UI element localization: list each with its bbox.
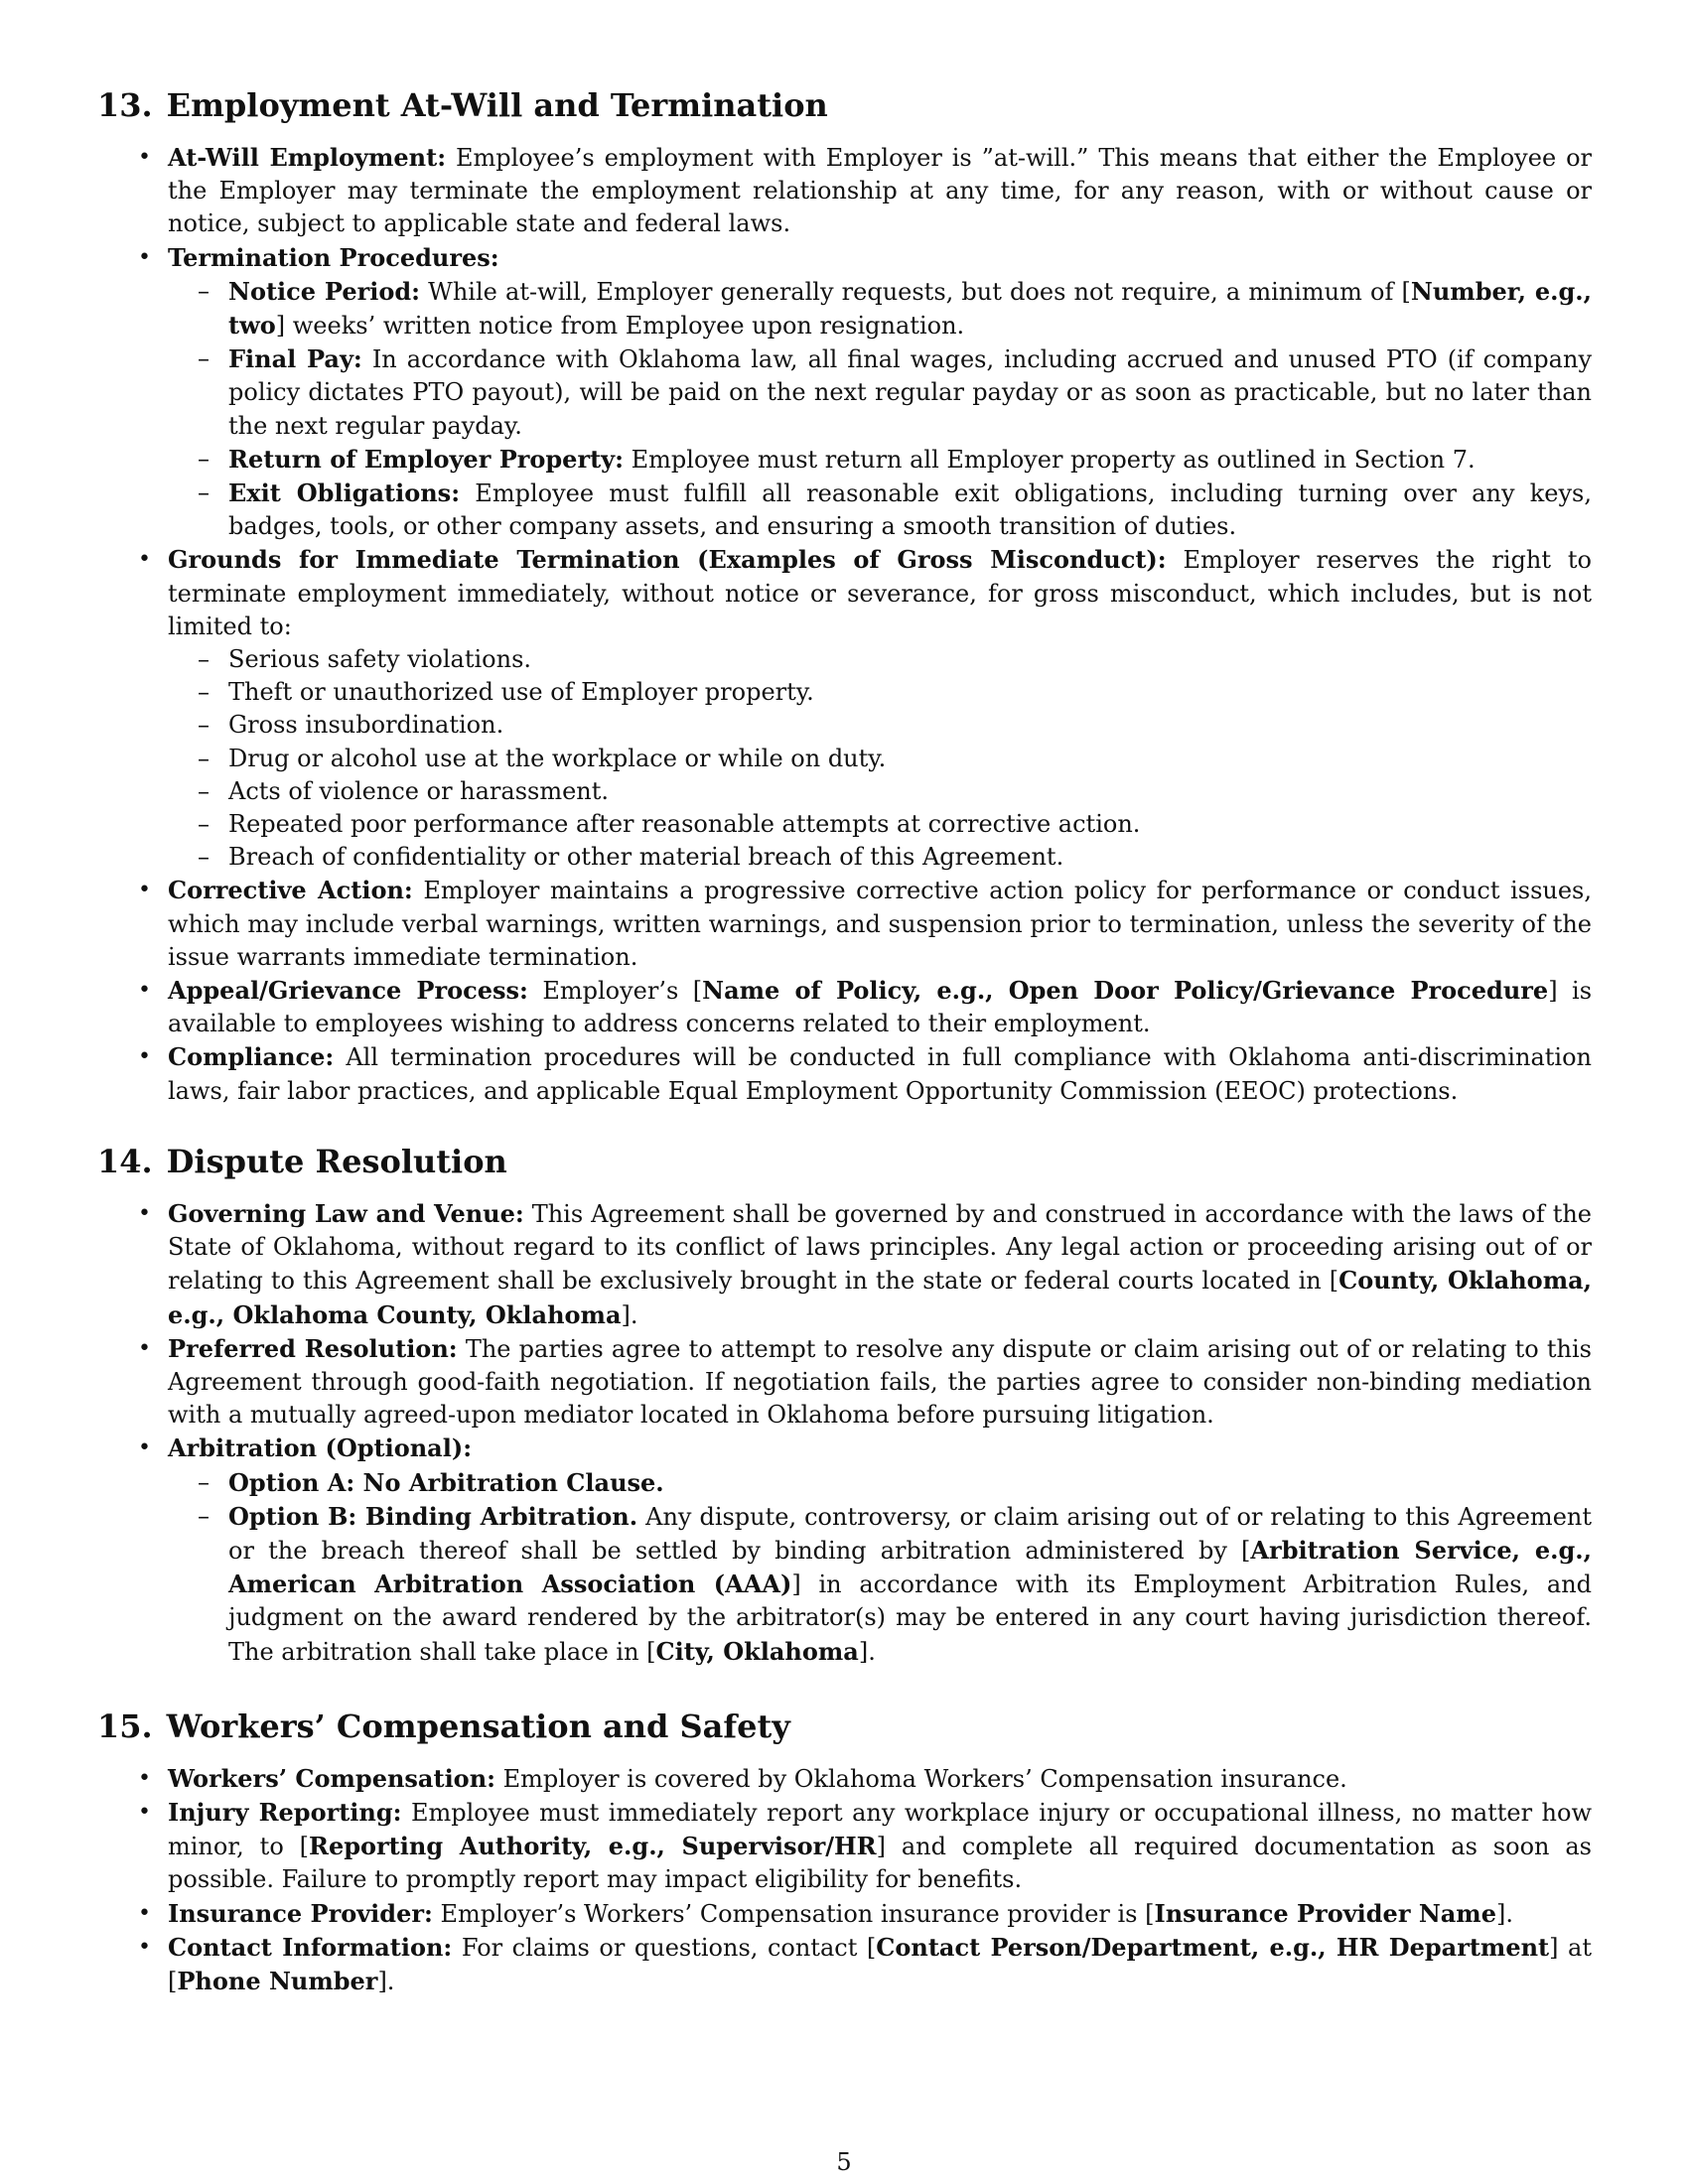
sub-item-text: ]. xyxy=(858,1637,876,1666)
sub-list-item xyxy=(168,1500,1592,1669)
dash-icon: – xyxy=(198,843,210,872)
item-text: Employer’s [ xyxy=(542,977,703,1006)
bullet-icon: • xyxy=(138,878,151,903)
bullet-icon: • xyxy=(138,145,151,170)
section-14-heading xyxy=(97,1142,1592,1181)
item-label: Contact Information: xyxy=(168,1932,453,1962)
item-label: Injury Reporting: xyxy=(168,1797,402,1827)
section-13-list xyxy=(97,141,1592,1108)
sub-list-item xyxy=(168,841,1592,874)
section-15-heading xyxy=(97,1706,1592,1746)
bullet-icon: • xyxy=(138,1934,151,1960)
section-title: Workers’ Compensation and Safety xyxy=(166,1706,790,1745)
sub-item-label: Final Pay: xyxy=(228,344,362,374)
item-text: Employee’s employment with Employer is ”at-will.” This means that either the Employee or the Employer may terminate the employment relationship at any time, for any reason, with or without cause or notice, subject to applicable state and federal laws. xyxy=(168,144,1592,238)
bullet-icon: • xyxy=(138,1044,151,1070)
item-text: ]. xyxy=(377,1967,395,1995)
sub-item-text: Any dispute, controversy, or claim arising out of or relating to this Agreement or the breach thereof shall be settled by binding arbitration administered by [ xyxy=(228,1502,1592,1565)
item-label: Corrective Action: xyxy=(168,876,413,905)
item-text: Employer maintains a progressive corrective action policy for performance or conduct issues, which may include verbal warnings, written warnings, and suspension prior to termination, unless the severity of the issue warrants immediate termination. xyxy=(168,877,1592,971)
sub-list-item xyxy=(168,775,1592,808)
item-label: Compliance: xyxy=(168,1042,335,1072)
item-text: The parties agree to attempt to resolve any dispute or claim arising out of or relating to this Agreement through good-faith negotiation. If negotiation fails, the parties agree to consider non-binding mediation with a mutually agreed-upon mediator located in Oklahoma before pursuing litigation. xyxy=(168,1334,1592,1430)
list-item xyxy=(97,141,1592,241)
sub-item-text: Employee must return all Employer property as outlined in Section 7. xyxy=(631,445,1476,474)
bullet-icon: • xyxy=(138,1435,151,1461)
dash-icon: – xyxy=(198,1467,210,1496)
section-14-list xyxy=(97,1197,1592,1669)
sub-list-item xyxy=(168,808,1592,841)
item-text: ] is available to employees wishing to address concerns related to their employment. xyxy=(168,977,1593,1038)
item-label: Preferred Resolution: xyxy=(168,1333,458,1363)
sub-item-label: Return of Employer Property: xyxy=(228,444,624,474)
list-item xyxy=(97,1762,1592,1796)
dash-icon: – xyxy=(198,678,210,707)
item-text: Employer reserves the right to terminate employment immediately, without notice or severance, for gross misconduct, which includes, but is not limited to: xyxy=(168,546,1592,640)
sub-list-item xyxy=(168,1466,1592,1500)
list-item xyxy=(97,874,1592,974)
sub-list-item xyxy=(168,676,1592,709)
item-label: At-Will Employment: xyxy=(168,143,447,172)
sub-item-text: Gross insubordination. xyxy=(228,711,504,740)
sub-item-text: Breach of confidentiality or other material breach of this Agreement. xyxy=(228,843,1064,872)
item-text: Employee must immediately report any workplace injury or occupational illness, no matter how minor, to [ xyxy=(168,1798,1592,1861)
section-number: 13. xyxy=(97,86,153,124)
placeholder-field: City, Oklahoma xyxy=(655,1636,859,1666)
item-label: Governing Law and Venue: xyxy=(168,1198,524,1228)
sub-list-item xyxy=(168,643,1592,676)
sub-list xyxy=(168,1466,1592,1669)
bullet-icon: • xyxy=(138,1900,151,1926)
sub-list-item xyxy=(168,743,1592,775)
placeholder-field: Number, e.g., two xyxy=(228,276,1592,341)
bullet-icon: • xyxy=(138,1200,151,1226)
bullet-icon: • xyxy=(138,547,151,573)
item-text: ]. xyxy=(621,1300,638,1329)
dash-icon: – xyxy=(198,444,210,473)
item-label: Workers’ Compensation: xyxy=(168,1763,495,1793)
list-item xyxy=(97,241,1592,544)
dash-icon: – xyxy=(198,478,210,507)
section-15-list xyxy=(97,1762,1592,1998)
sub-item-text: In accordance with Oklahoma law, all final wages, including accrued and unused PTO (if company policy dictates PTO payout), will be paid on the next regular payday or as soon as practicable, but no later than the next regular payday. xyxy=(228,345,1592,440)
section-title: Employment At-Will and Termination xyxy=(166,86,828,124)
sub-item-text: Employee must fulfill all reasonable exit obligations, including turning over any keys, badges, tools, or other company assets, and ensuring a smooth transition of duties. xyxy=(228,479,1592,541)
section-number: 14. xyxy=(97,1142,153,1180)
placeholder-field: Reporting Authority, e.g., Supervisor/HR xyxy=(309,1832,877,1861)
sub-list xyxy=(168,643,1592,874)
bullet-icon: • xyxy=(138,244,151,270)
sub-item-text: ] in accordance with its Employment Arbitration Rules, and judgment on the award rendered by the arbitrator(s) may be entered in any court having jurisdiction thereof. The arbitration shall take place in [ xyxy=(228,1570,1593,1666)
item-text: ]. xyxy=(1495,1899,1513,1928)
item-text: ] at [ xyxy=(168,1933,1592,1995)
item-label: Arbitration (Optional): xyxy=(168,1433,473,1463)
item-text: Employer’s Workers’ Compensation insurance provider is [ xyxy=(440,1899,1155,1928)
item-text: ] and complete all required documentation as soon as possible. Failure to promptly report may impact eligibility for benefits. xyxy=(168,1833,1592,1894)
placeholder-field: Contact Person/Department, e.g., HR Department xyxy=(876,1932,1550,1962)
dash-icon: – xyxy=(198,645,210,674)
sub-item-text: Serious safety violations. xyxy=(228,645,532,674)
placeholder-field: Phone Number xyxy=(177,1966,378,1995)
sub-item-text: ] weeks’ written notice from Employee upon resignation. xyxy=(275,312,965,341)
bullet-icon: • xyxy=(138,1335,151,1361)
sub-item-text: Repeated poor performance after reasonable attempts at corrective action. xyxy=(228,810,1141,839)
section-number: 15. xyxy=(97,1706,153,1745)
sub-item-text: While at-will, Employer generally requests, but does not require, a minimum of [ xyxy=(428,277,1411,306)
list-item xyxy=(97,1931,1592,1998)
item-text: This Agreement shall be governed by and construed in accordance with the laws of the State of Oklahoma, without regard to its conflict of laws principles. Any legal action or proceeding arising out of or relating to this Agreement shall be exclusively brought in the state or federal courts located in [ xyxy=(168,1199,1593,1296)
sub-list-item xyxy=(168,443,1592,477)
list-item xyxy=(97,1040,1592,1107)
list-item xyxy=(97,1332,1592,1433)
sub-list-item xyxy=(168,709,1592,742)
dash-icon: – xyxy=(198,776,210,805)
item-label: Appeal/Grievance Process: xyxy=(168,976,528,1006)
sub-item-label: Exit Obligations: xyxy=(228,478,461,508)
bullet-icon: • xyxy=(138,1765,151,1791)
list-item xyxy=(97,974,1592,1040)
sub-list-item xyxy=(168,275,1592,342)
item-label: Grounds for Immediate Termination (Examples of Gross Misconduct): xyxy=(168,545,1167,575)
dash-icon: – xyxy=(198,1501,210,1530)
dash-icon: – xyxy=(198,744,210,772)
sub-item-text: Drug or alcohol use at the workplace or while on duty. xyxy=(228,744,887,772)
sub-list xyxy=(168,275,1592,544)
sub-list-item xyxy=(168,342,1592,443)
sub-list-item xyxy=(168,477,1592,543)
sub-item-text: Theft or unauthorized use of Employer property. xyxy=(228,678,814,707)
item-text: For claims or questions, contact [ xyxy=(461,1933,877,1962)
list-item xyxy=(97,543,1592,874)
page-number: 5 xyxy=(836,2148,852,2176)
placeholder-field: County, Oklahoma, e.g., Oklahoma County, Oklahoma xyxy=(168,1266,1592,1329)
sub-item-label: Option B: Binding Arbitration. xyxy=(228,1501,638,1531)
placeholder-field: Insurance Provider Name xyxy=(1154,1898,1496,1928)
dash-icon: – xyxy=(198,810,210,839)
dash-icon: – xyxy=(198,711,210,740)
item-text: All termination procedures will be conducted in full compliance with Oklahoma anti-discrimination laws, fair labor practices, and applicable Equal Employment Opportunity Commission (EEOC) protections. xyxy=(168,1043,1592,1105)
list-item xyxy=(97,1197,1592,1332)
placeholder-field: Arbitration Service, e.g., American Arbitration Association (AAA) xyxy=(228,1535,1592,1599)
item-text: Employer is covered by Oklahoma Workers’ Compensation insurance. xyxy=(502,1764,1347,1793)
section-13-heading xyxy=(97,85,1592,125)
bullet-icon: • xyxy=(138,978,151,1004)
sub-item-label: Option A: No Arbitration Clause. xyxy=(228,1467,664,1497)
list-item xyxy=(97,1432,1592,1668)
sub-item-label: Notice Period: xyxy=(228,276,420,306)
item-label: Insurance Provider: xyxy=(168,1898,433,1928)
list-item xyxy=(97,1897,1592,1931)
dash-icon: – xyxy=(198,276,210,305)
bullet-icon: • xyxy=(138,1799,151,1825)
placeholder-field: Name of Policy, e.g., Open Door Policy/Grievance Procedure xyxy=(702,976,1549,1006)
item-label: Termination Procedures: xyxy=(168,242,499,272)
section-title: Dispute Resolution xyxy=(166,1142,507,1180)
list-item xyxy=(97,1796,1592,1897)
document-page xyxy=(97,85,1592,1998)
sub-item-text: Acts of violence or harassment. xyxy=(228,776,610,805)
dash-icon: – xyxy=(198,344,210,373)
